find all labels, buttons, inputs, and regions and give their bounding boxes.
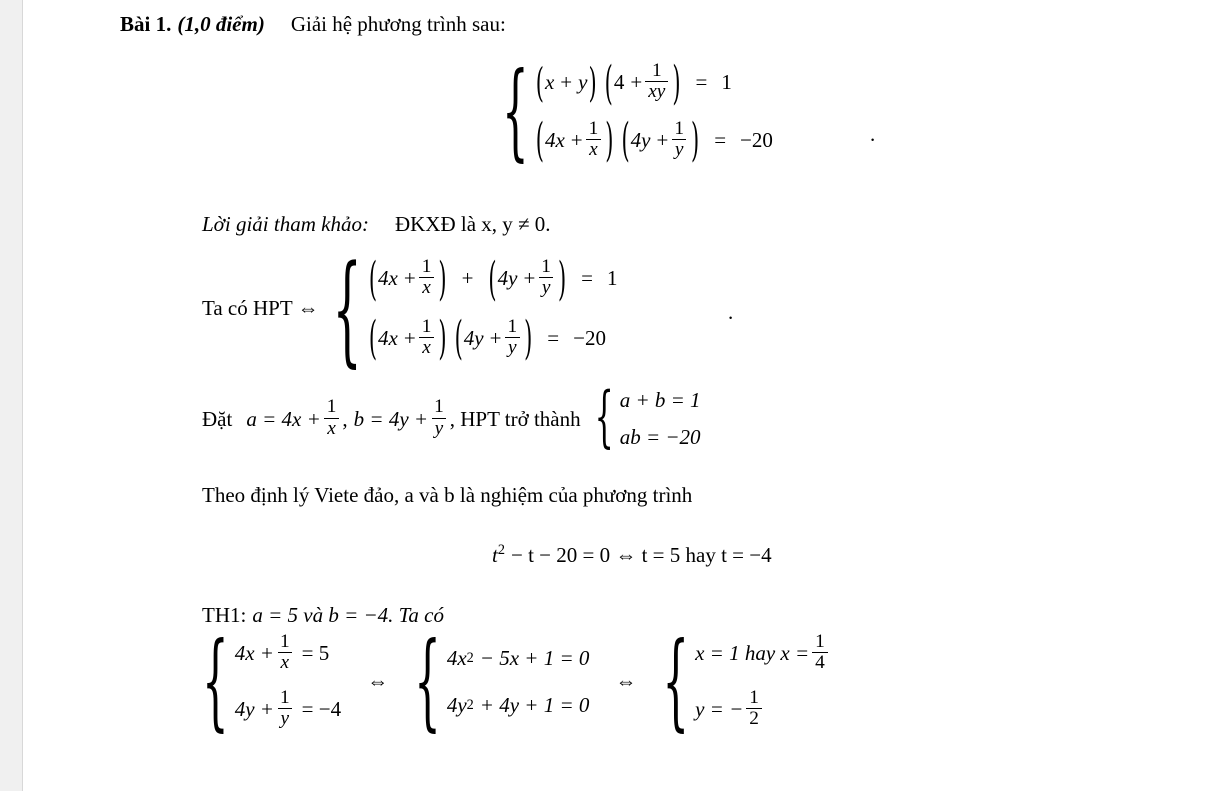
fraction-numerator: 1 <box>434 396 444 418</box>
paren-close: ) <box>438 252 447 306</box>
quadratic-rest: − t − 20 = 0 ⇔ t = 5 hay t = −4 <box>510 543 772 567</box>
operator-plus-2: + <box>630 70 643 95</box>
var-x: x <box>544 70 555 95</box>
viete-statement: Theo định lý Viete đảo, a và b là nghiệm của phương trình <box>202 483 693 507</box>
fraction-numerator: 1 <box>651 60 662 82</box>
term-4y: 4y <box>630 127 651 152</box>
fraction-denominator: x <box>586 139 601 160</box>
coefficient-4: 4 <box>613 70 625 95</box>
term-4x: 4x <box>378 266 398 291</box>
paren-close: ) <box>588 59 597 106</box>
fraction-numerator: 1 <box>541 256 551 278</box>
fraction-denominator: y <box>278 708 293 729</box>
equivalence-arrow-2: ⇔ <box>615 669 637 694</box>
substitution-line <box>202 379 701 457</box>
step1-equation-2 <box>368 311 618 365</box>
case1-sys3-equation-1 <box>695 633 831 675</box>
operator-plus-middle: + <box>461 266 474 291</box>
case-1-text: a = 5 và b = −4. Ta có <box>252 603 444 627</box>
paren-close: ) <box>605 113 614 167</box>
fraction-1-over-4 <box>812 632 828 674</box>
fraction-denominator: 4 <box>812 652 828 673</box>
fraction-denominator: x <box>419 277 434 298</box>
solution-step-1 <box>202 238 618 379</box>
term-4x: 4x <box>378 325 398 350</box>
exercise-number: Bài 1. <box>120 12 172 36</box>
fraction-denominator: y <box>672 139 687 160</box>
left-brace-icon: { <box>662 619 690 742</box>
fraction-denominator: y <box>505 337 520 358</box>
case-1-heading <box>202 603 444 628</box>
fraction-numerator: 1 <box>674 117 684 139</box>
ab-equation-2: ab = −20 <box>619 425 701 449</box>
fraction-1-over-xy <box>645 61 668 103</box>
solution-step-1-label: Ta có HPT ⇔ <box>202 296 319 321</box>
equals-sign: = <box>547 325 560 350</box>
fraction-numerator: 1 <box>326 396 337 418</box>
term-4y: 4y <box>446 692 467 717</box>
stray-dot-2: . <box>728 300 734 324</box>
equals-sign: = <box>695 70 708 95</box>
paren-open-2: ( <box>621 113 630 167</box>
a-definition-lhs: a = 4x + <box>246 406 321 431</box>
fraction-1-over-x <box>324 397 340 439</box>
term-4x: 4x <box>544 127 565 152</box>
problem-system-brace-group <box>502 49 773 172</box>
term-4y: 4y <box>497 266 518 291</box>
b-definition-lhs: b = 4y + <box>353 406 429 431</box>
fraction-numerator: 1 <box>815 631 825 653</box>
quadratic-equation <box>492 542 772 568</box>
case1-system-2 <box>414 619 590 742</box>
equals-sign: = <box>714 127 727 152</box>
operator-plus: + <box>403 325 416 350</box>
x-solutions: x = 1 hay x = <box>695 641 810 666</box>
left-brace-icon: { <box>414 619 441 742</box>
substitution-suffix: , HPT trở thành <box>449 406 581 431</box>
equation-tail: + 4y + 1 = 0 <box>479 692 590 717</box>
paren-open-2: ( <box>488 252 497 306</box>
equation-tail: − 5x + 1 = 0 <box>479 645 590 670</box>
step1-equation-1 <box>368 252 618 306</box>
fraction-1-over-y <box>538 257 554 299</box>
paren-open-2: ( <box>454 311 463 365</box>
left-brace-icon: { <box>332 238 362 379</box>
fraction-numerator: 1 <box>279 631 290 653</box>
operator-plus: + <box>570 127 583 152</box>
fraction-1-over-x <box>419 317 435 359</box>
fraction-1-over-y <box>504 317 520 359</box>
problem-equation-2 <box>535 113 773 167</box>
fraction-denominator: x <box>419 337 434 358</box>
exponent-2: 2 <box>466 696 474 713</box>
fraction-denominator: 2 <box>746 708 762 729</box>
step1-system <box>332 238 618 379</box>
paren-open: ( <box>368 311 378 365</box>
right-hand-side: −20 <box>740 127 773 152</box>
term-4y-plus: 4y + <box>234 696 274 721</box>
fraction-numerator: 1 <box>749 686 759 708</box>
case1-sys1-equation-1 <box>235 633 341 675</box>
paren-close-2: ) <box>557 252 567 306</box>
y-solution: y = − <box>695 696 744 721</box>
fraction-numerator: 1 <box>421 315 432 337</box>
fraction-1-over-x <box>419 257 435 299</box>
exercise-points: (1,0 điểm) <box>177 12 265 36</box>
fraction-denominator: xy <box>645 81 668 102</box>
case-1-systems-row <box>202 619 831 742</box>
fraction-numerator: 1 <box>279 686 290 708</box>
paren-open: ( <box>368 252 378 306</box>
case1-system-3 <box>662 619 830 742</box>
fraction-numerator: 1 <box>588 117 599 139</box>
variable-t: t <box>492 543 498 567</box>
left-brace-icon: { <box>594 379 614 457</box>
operator-plus-2: + <box>656 127 669 152</box>
fraction-1-over-x <box>586 119 602 161</box>
fraction-denominator: y <box>539 277 554 298</box>
fraction-1-over-y <box>277 688 293 730</box>
fraction-1-over-x <box>277 632 293 674</box>
solution-label-line <box>202 212 551 237</box>
var-y: y <box>578 70 588 95</box>
paren-close: ) <box>438 311 447 365</box>
equivalence-arrow-1: ⇔ <box>367 669 389 694</box>
page-left-margin <box>0 0 23 791</box>
paren-open-2: ( <box>604 56 613 110</box>
term-4x: 4x <box>446 645 467 670</box>
ab-equation-1: a + b = 1 <box>619 388 701 412</box>
paren-close-2: ) <box>691 113 700 167</box>
ab-system <box>594 379 701 457</box>
left-brace-icon: { <box>502 49 529 172</box>
operator-plus-2: + <box>523 266 536 291</box>
right-hand-side: 1 <box>721 70 732 95</box>
fraction-numerator: 1 <box>421 256 432 278</box>
paren-close-2: ) <box>672 56 681 110</box>
fraction-1-over-y <box>431 397 447 439</box>
solution-label: Lời giải tham khảo: <box>202 212 369 236</box>
exercise-prompt: Giải hệ phương trình sau: <box>290 12 506 36</box>
term-4x-plus: 4x + <box>234 641 274 666</box>
case1-sys2-equation-1 <box>447 646 590 671</box>
exercise-heading <box>120 12 506 37</box>
comma-separator: , <box>342 406 348 431</box>
fraction-denominator: x <box>324 418 339 439</box>
fraction-numerator: 1 <box>507 315 518 337</box>
case-1-label: TH1: <box>202 603 247 627</box>
case1-sys3-equation-2 <box>695 686 831 731</box>
operator-plus-2: + <box>489 325 502 350</box>
case1-sys2-equation-2 <box>447 693 590 718</box>
operator-plus: + <box>403 266 416 291</box>
paren-open: ( <box>535 59 544 106</box>
term-4y: 4y <box>463 325 484 350</box>
equals-sign: = <box>581 266 593 291</box>
fraction-1-over-y <box>671 119 687 161</box>
problem-system <box>502 49 773 172</box>
problem-equation-1 <box>535 56 773 110</box>
paren-close-2: ) <box>524 311 533 365</box>
paren-open: ( <box>535 113 544 167</box>
solution-condition: ĐKXĐ là x, y ≠ 0. <box>394 212 551 236</box>
fraction-1-over-2 <box>746 688 762 730</box>
exponent-2: 2 <box>497 542 505 558</box>
operator-plus: + <box>560 70 573 95</box>
equals-5: = 5 <box>301 641 330 666</box>
substitution-prefix: Đặt <box>202 406 233 431</box>
right-hand-side: −20 <box>573 325 606 350</box>
fraction-denominator: x <box>278 652 293 673</box>
stray-dot-1: . <box>870 122 876 146</box>
document-content <box>22 0 1227 791</box>
fraction-denominator: y <box>432 418 447 439</box>
left-brace-icon: { <box>202 619 229 742</box>
exponent-2: 2 <box>466 649 474 666</box>
equals-minus-4: = −4 <box>301 696 342 721</box>
case1-sys1-equation-2 <box>234 686 342 731</box>
right-hand-side: 1 <box>606 266 618 291</box>
case1-system-1 <box>202 619 342 742</box>
